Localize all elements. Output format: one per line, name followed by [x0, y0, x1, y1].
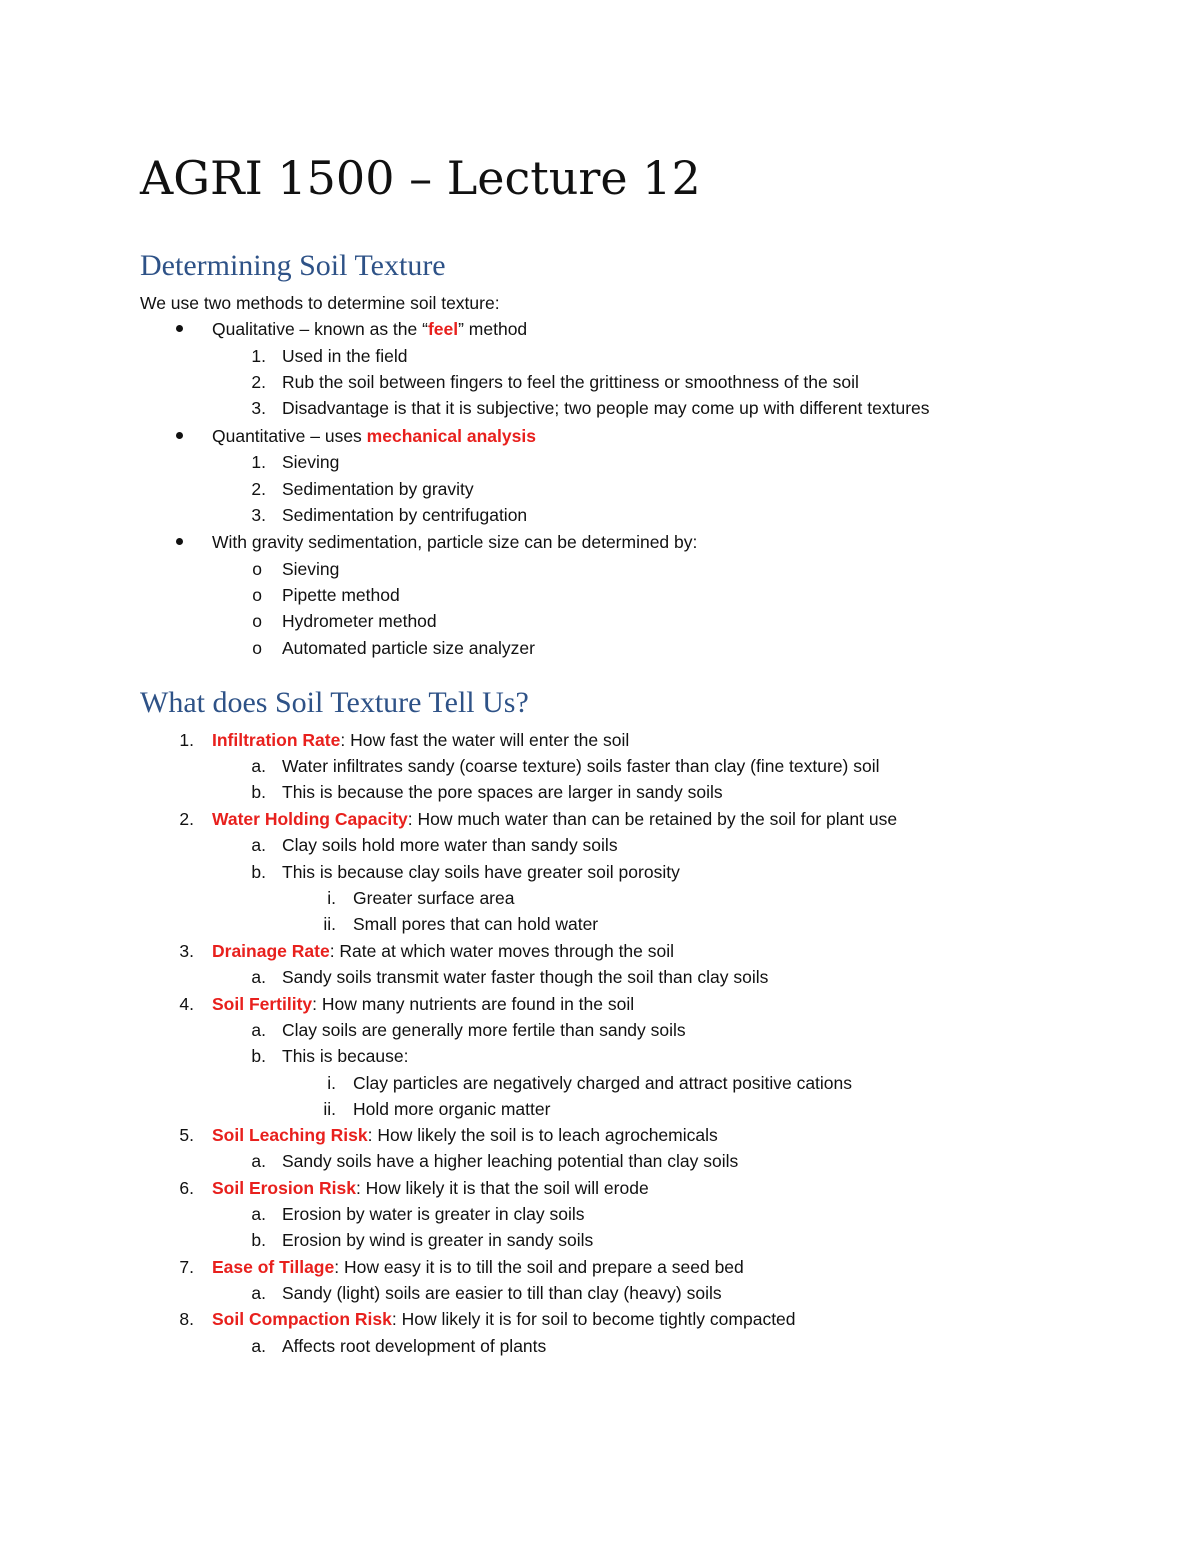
list-marker: 4.	[179, 994, 194, 1014]
term-definition: : Rate at which water moves through the soil	[329, 941, 675, 961]
list-item: Pipette method	[282, 585, 400, 605]
list-item: Sieving	[282, 559, 340, 579]
list-item: Sedimentation by gravity	[282, 479, 474, 499]
list-marker: a.	[251, 1204, 266, 1224]
bullet-dot	[176, 432, 183, 439]
highlight-term: Soil Fertility	[212, 994, 313, 1014]
term-definition: : How easy it is to till the soil and prepare a seed bed	[334, 1257, 744, 1277]
list-marker: 7.	[179, 1257, 194, 1277]
list-marker: 2.	[251, 479, 266, 499]
list-marker: o	[252, 611, 262, 631]
list-marker: 2.	[251, 372, 266, 392]
list-marker: 8.	[179, 1309, 194, 1329]
list-marker: a.	[251, 967, 266, 987]
list-item: This is because:	[282, 1046, 409, 1066]
highlight-term: mechanical analysis	[366, 426, 536, 446]
bullet-text: Quantitative – uses	[212, 426, 367, 446]
list-marker: a.	[251, 1020, 266, 1040]
list-item: Rub the soil between fingers to feel the grittiness or smoothness of the soil	[282, 372, 859, 392]
list-marker: 3.	[251, 505, 266, 525]
list-marker: ii.	[323, 914, 336, 934]
list-item: Clay soils are generally more fertile than sandy soils	[282, 1020, 686, 1040]
list-item: Erosion by water is greater in clay soils	[282, 1204, 585, 1224]
list-item: Affects root development of plants	[282, 1336, 547, 1356]
list-item: This is because clay soils have greater soil porosity	[282, 862, 680, 882]
highlight-term: Infiltration Rate	[212, 730, 341, 750]
list-item: Sandy (light) soils are easier to till than clay (heavy) soils	[282, 1283, 722, 1303]
list-marker: 3.	[179, 941, 194, 961]
list-item-drainage	[212, 938, 674, 964]
section-heading-what-does: What does Soil Texture Tell Us?	[140, 686, 529, 719]
list-marker: a.	[251, 835, 266, 855]
highlight-term: Soil Leaching Risk	[212, 1125, 368, 1145]
highlight-term: Ease of Tillage	[212, 1257, 335, 1277]
bullet-text: Qualitative – known as the “	[212, 319, 428, 339]
highlight-term: Soil Erosion Risk	[212, 1178, 356, 1198]
list-item: Erosion by wind is greater in sandy soils	[282, 1230, 594, 1250]
list-item: Sedimentation by centrifugation	[282, 505, 528, 525]
list-marker: o	[252, 559, 262, 579]
list-item: Clay particles are negatively charged and attract positive cations	[353, 1073, 853, 1093]
list-item: Hydrometer method	[282, 611, 437, 631]
highlight-term: feel	[427, 319, 459, 339]
list-marker: a.	[251, 1336, 266, 1356]
list-item: Greater surface area	[353, 888, 515, 908]
section-heading-determining: Determining Soil Texture	[140, 249, 446, 282]
list-marker: a.	[251, 756, 266, 776]
list-item-fertility	[212, 991, 634, 1017]
list-marker: i.	[327, 1073, 336, 1093]
bullet-text: ” method	[458, 319, 528, 339]
list-item: Sandy soils have a higher leaching potential than clay soils	[282, 1151, 739, 1171]
list-item-infiltration	[212, 727, 629, 753]
bullet-qualitative	[212, 316, 527, 342]
list-item-erosion	[212, 1175, 649, 1201]
list-marker: 2.	[179, 809, 194, 829]
term-definition: : How many nutrients are found in the soil	[312, 994, 635, 1014]
list-marker: 1.	[251, 452, 266, 472]
list-marker: 3.	[251, 398, 266, 418]
section1-intro: We use two methods to determine soil texture:	[140, 293, 500, 313]
list-marker: 1.	[251, 346, 266, 366]
list-item-tillage	[212, 1254, 744, 1280]
list-item: Disadvantage is that it is subjective; two people may come up with different textures	[282, 398, 930, 418]
term-definition: : How much water than can be retained by the soil for plant use	[407, 809, 898, 829]
list-marker: b.	[251, 1230, 266, 1250]
list-marker: o	[252, 638, 262, 658]
list-marker: 5.	[179, 1125, 194, 1145]
list-marker: b.	[251, 862, 266, 882]
bullet-dot	[176, 538, 183, 545]
list-marker: 6.	[179, 1178, 194, 1198]
list-marker: b.	[251, 1046, 266, 1066]
highlight-term: Drainage Rate	[212, 941, 330, 961]
list-item: Small pores that can hold water	[353, 914, 599, 934]
list-item: Water infiltrates sandy (coarse texture) soils faster than clay (fine texture) soil	[282, 756, 880, 776]
list-marker: i.	[327, 888, 336, 908]
list-item: Sandy soils transmit water faster though the soil than clay soils	[282, 967, 769, 987]
page-title: AGRI 1500 – Lecture 12	[140, 151, 701, 205]
bullet-quantitative	[212, 423, 536, 449]
list-item: This is because the pore spaces are larger in sandy soils	[282, 782, 723, 802]
bullet-dot	[176, 325, 183, 332]
list-marker: a.	[251, 1151, 266, 1171]
list-item-leaching	[212, 1122, 718, 1148]
highlight-term: Soil Compaction Risk	[212, 1309, 392, 1329]
list-item: Automated particle size analyzer	[282, 638, 535, 658]
list-marker: 1.	[179, 730, 194, 750]
bullet-gravity: With gravity sedimentation, particle size can be determined by:	[212, 532, 698, 552]
list-marker: a.	[251, 1283, 266, 1303]
list-item: Used in the field	[282, 346, 408, 366]
term-definition: : How fast the water will enter the soil	[340, 730, 630, 750]
term-definition: : How likely the soil is to leach agrochemicals	[367, 1125, 718, 1145]
list-marker: b.	[251, 782, 266, 802]
list-item: Sieving	[282, 452, 340, 472]
list-item-compaction	[212, 1306, 796, 1332]
list-marker: o	[252, 585, 262, 605]
list-item: Clay soils hold more water than sandy soils	[282, 835, 618, 855]
list-item: Hold more organic matter	[353, 1099, 551, 1119]
term-definition: : How likely it is that the soil will erode	[355, 1178, 649, 1198]
list-item-water-holding	[212, 806, 897, 832]
list-marker: ii.	[323, 1099, 336, 1119]
term-definition: : How likely it is for soil to become tightly compacted	[391, 1309, 796, 1329]
highlight-term: Water Holding Capacity	[212, 809, 408, 829]
